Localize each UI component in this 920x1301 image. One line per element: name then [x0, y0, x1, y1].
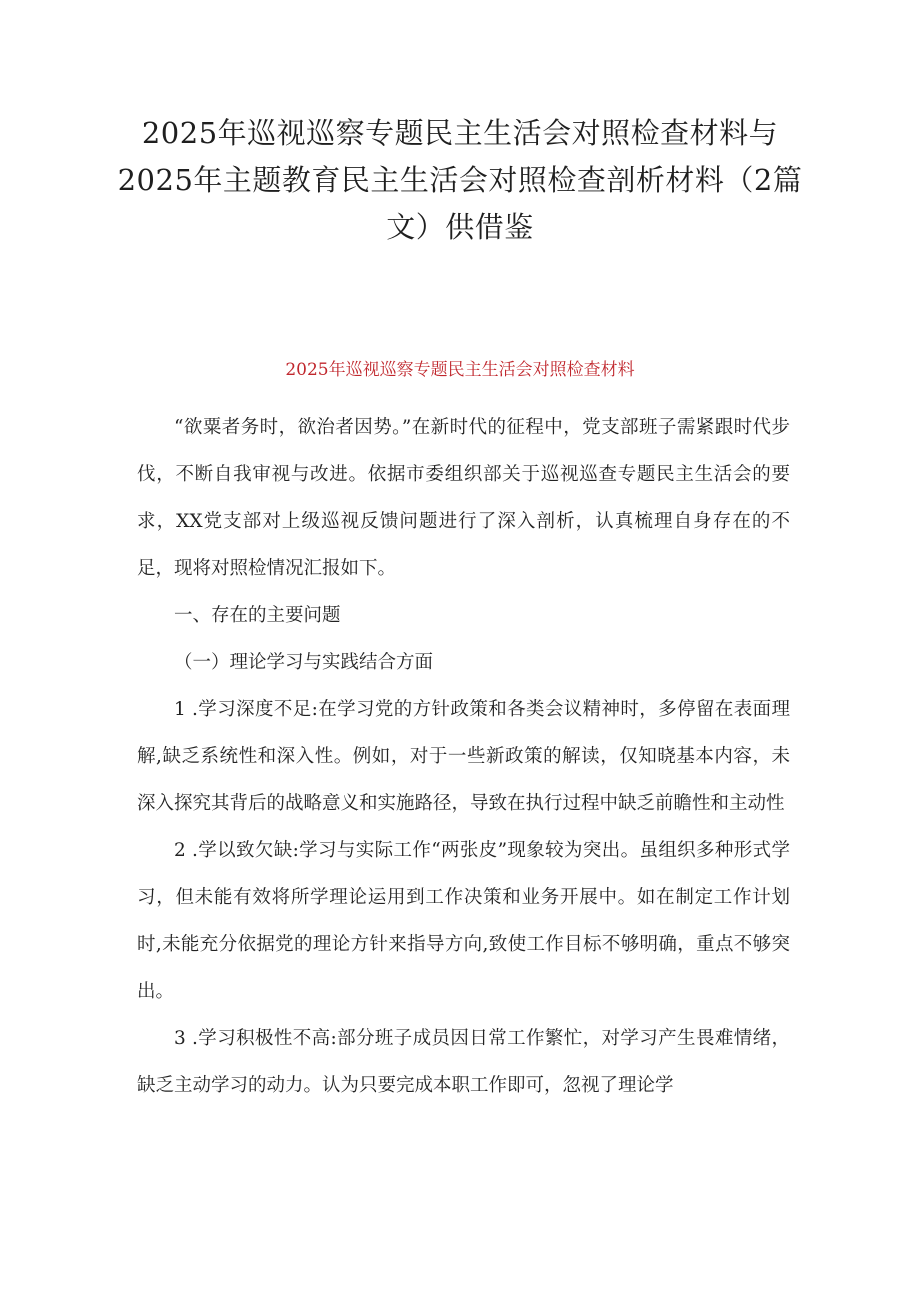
- document-body: [137, 404, 790, 1109]
- subheading-theory-practice: （一）理论学习与实践结合方面: [174, 652, 434, 673]
- list-item: 3 .学习积极性不高:部分班子成员因日常工作繁忙，对学习产生畏难情绪，缺乏主动学习的动力。认为只要完成本职工作即可，忽视了理论学: [137, 1028, 790, 1096]
- list-item: 2 .学以致欠缺:学习与实际工作“两张皮”现象较为突出。虽组织多种形式学习，但未能有效将所学理论运用到工作决策和业务开展中。如在制定工作计划时,未能充分依据党的理论方针来指导方向,致使工作目标不够明确，重点不够突出。: [137, 840, 790, 1002]
- section-heading: 2025年巡视巡察专题民主生活会对照检查材料: [285, 360, 635, 380]
- document-title: 2025年巡视巡察专题民主生活会对照检查材料与2025年主题教育民主生活会对照检查剖析材料（2篇文）供借鉴: [117, 116, 803, 244]
- heading-main-problems: 一、存在的主要问题: [174, 605, 341, 626]
- list-item: 1 .学习深度不足:在学习党的方针政策和各类会议精神时，多停留在表面理解,缺乏系统性和深入性。例如，对于一些新政策的解读，仅知晓基本内容，未深入探究其背后的战略意义和实施路径，导致在执行过程中缺乏前瞻性和主动性: [137, 699, 790, 814]
- intro-paragraph: “欲粟者务时，欲治者因势。”在新时代的征程中，党支部班子需紧跟时代步伐，不断自我审视与改进。依据市委组织部关于巡视巡查专题民主生活会的要求，XX党支部对上级巡视反馈问题进行了深入剖析，认真梳理自身存在的不足，现将对照检情况汇报如下。: [137, 417, 790, 579]
